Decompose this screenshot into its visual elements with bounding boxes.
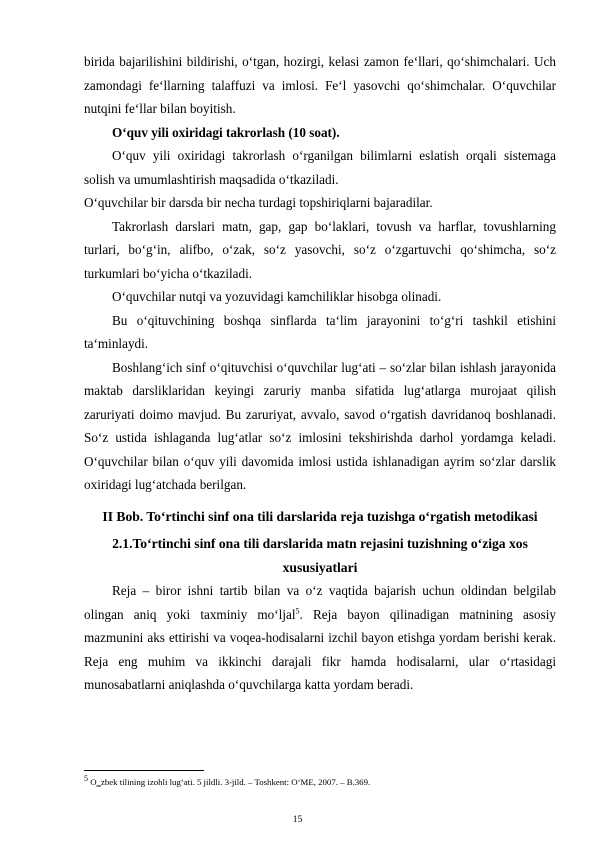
paragraph-tasks: O‘quvchilar bir darsda bir necha turdagi topshiriqlarni bajaradilar. — [84, 195, 433, 210]
footnote-divider — [84, 770, 204, 771]
paragraph-review-topics: Takrorlash darslari matn, gap, gap bo‘laklari, tovush va harflar, tovushlarning turlari, bo‘g‘in, alifbo, o‘zak, so‘z yasovchi, so‘z o‘zgartuvchi qo‘shimcha, so‘z turkumlari bo‘yicha o‘tkaziladi. — [84, 218, 556, 281]
page-number: 15 — [292, 815, 303, 825]
page-body — [84, 50, 556, 697]
paragraph-dictionary: Boshlang‘ich sinf o‘qituvchisi o‘quvchilar lug‘ati – so‘zlar bilan ishlash jarayonida maktab darsliklaridan keyingi zaruriy manba sifatida lug‘atlarga murojaat qilish zaruriyati doimo mavjud. Bu zaruriyat, avvalo, savod o‘rgatish davridanoq boshlanadi. So‘z ustida ishlaganda lug‘atlar so‘z imlosini tekshirishda darhol yordamga keladi. O‘quvchilar bilan o‘quv yili davomida imlosi ustida ishlanadigan ayrim so‘zlar darslik oxiridagi lug‘atchada berilgan. — [84, 359, 556, 492]
section-title: 2.1.To‘rtinchi sinf ona tili darslarida matn rejasini tuzishning o‘ziga xos xususiyatlari — [112, 536, 528, 575]
footnote — [84, 776, 556, 788]
paragraph-review-purpose: O‘quv yili oxiridagi takrorlash o‘rganilgan bilimlarni eslatish orqali sistemaga solish va umumlashtirish maqsadida o‘tkaziladi. — [84, 148, 556, 187]
paragraph-plan-definition — [84, 579, 556, 697]
footnote-text: O‗zbek tilining izohli lug‘ati. 5 jildli. 3-jild. – Toshkent: O‘ME, 2007. – B.369. — [88, 777, 371, 787]
plan-text-end: . Reja bayon qilinadigan matnining asosiy mazmunini aks ettirishi va voqea-hodisalarni izchil bayon etishga yordam berishi kerak. Reja eng muhim va ikkinchi darajali fikr hamda hodisalarni, ular o‘rtasidagi munosabatlarni aniqlashda o‘quvchilarga katta yordam beradi. — [84, 606, 556, 692]
chapter-title: II Bob. To‘rtinchi sinf ona tili darslarida reja tuzishga o‘rgatish metodikasi — [102, 508, 538, 524]
footnote-number: 5 — [84, 774, 88, 784]
plan-text-start: Reja – biror ishni tartib bilan va o‘z vaqtida bajarish uchun oldindan belgilab olingan aniq yoki taxminiy mo‘ljal — [84, 583, 556, 622]
footnote-reference: 5 — [295, 606, 300, 616]
section-heading-review: O‘quv yili oxiridagi takrorlash (10 soat). — [112, 124, 340, 140]
paragraph-teacher: Bu o‘qituvchining boshqa sinflarda ta‘lim jarayonini to‘g‘ri tashkil etishini ta‘minlaydi. — [84, 312, 556, 351]
paragraph-shortcomings: O‘quvchilar nutqi va yozuvidagi kamchiliklar hisobga olinadi. — [112, 289, 442, 304]
paragraph-verbs: birida bajarilishini bildirishi, o‘tgan, hozirgi, kelasi zamon fe‘llari, qo‘shimchalari. Uch zamondagi fe‘llarning talaffuzi va imlosi. Fe‘l yasovchi qo‘shimchalar. O‘quvchilar nutqini fe‘llar bilan boyitish. — [84, 54, 556, 116]
